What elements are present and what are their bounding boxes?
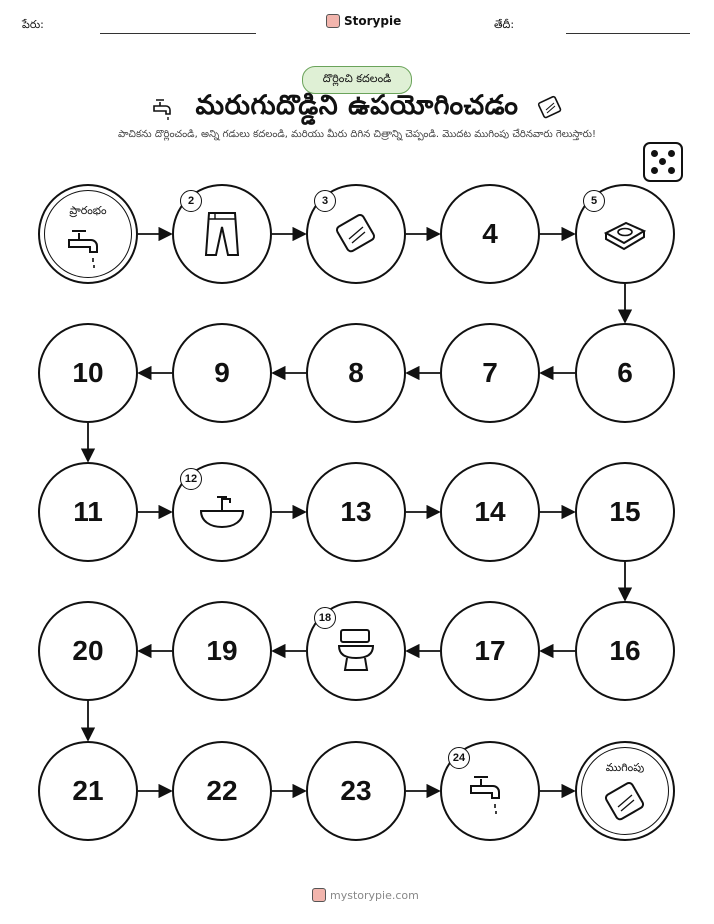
soap-icon [598, 207, 652, 261]
cell-number-badge: 12 [180, 468, 202, 490]
cell-number: 16 [609, 635, 641, 666]
cell-number-badge: 18 [314, 607, 336, 629]
cell-number: 23 [340, 775, 372, 806]
board-cell[interactable] [172, 601, 272, 701]
date-label: తేదీ: [494, 18, 515, 31]
cell-number-badge: 24 [448, 747, 470, 769]
cell-number: 13 [340, 496, 372, 527]
towel-icon [329, 207, 383, 261]
pants-icon [195, 207, 249, 261]
finish-cell[interactable] [575, 741, 675, 841]
board-cell[interactable] [575, 323, 675, 423]
toilet-icon [329, 624, 383, 678]
board-cell[interactable] [440, 184, 540, 284]
start-cell[interactable] [38, 184, 138, 284]
cell-number: 8 [348, 357, 364, 388]
board-cell[interactable] [38, 601, 138, 701]
page-title: మరుగుదొడ్డిని ఉపయోగించడం [195, 90, 519, 121]
board-cell[interactable] [38, 462, 138, 562]
board-cell[interactable] [38, 323, 138, 423]
footer [312, 888, 419, 902]
board-cell[interactable] [575, 462, 675, 562]
cell-number: 10 [72, 357, 104, 388]
faucet-icon [61, 218, 115, 272]
board-cell[interactable] [306, 741, 406, 841]
cell-number-badge: 3 [314, 190, 336, 212]
cell-label: ప్రారంభం [69, 204, 107, 217]
cell-number: 17 [474, 635, 506, 666]
footer-mascot-icon [312, 888, 326, 902]
board-cell[interactable] [575, 601, 675, 701]
board-cell[interactable] [306, 462, 406, 562]
board-cell[interactable] [306, 323, 406, 423]
cell-number: 4 [482, 218, 498, 249]
towel-icon [598, 775, 652, 829]
cell-number: 6 [617, 357, 633, 388]
board-cell[interactable] [172, 323, 272, 423]
cell-number: 14 [474, 496, 506, 527]
brand-name: Storypie [344, 14, 402, 28]
board-cell[interactable] [440, 601, 540, 701]
cell-number: 7 [482, 357, 498, 388]
cell-number: 9 [214, 357, 230, 388]
board-cell[interactable] [440, 462, 540, 562]
cell-number: 20 [72, 635, 104, 666]
board-cell[interactable] [440, 323, 540, 423]
cell-number: 22 [206, 775, 238, 806]
sink-icon [195, 485, 249, 539]
board-cell[interactable] [38, 741, 138, 841]
name-label: పేరు: [22, 18, 44, 31]
cell-label: ముగింపు [605, 761, 645, 774]
footer-url[interactable]: mystorypie.com [330, 888, 419, 902]
cell-number: 11 [73, 496, 103, 527]
board-cell[interactable] [172, 741, 272, 841]
cell-number-badge: 2 [180, 190, 202, 212]
roll-badge: దొర్లించి కదలండి [302, 66, 412, 94]
cell-number-badge: 5 [583, 190, 605, 212]
cell-number: 21 [72, 775, 104, 806]
instructions: పాచికను దొర్లించండి, అన్ని గడులు కదలండి, మరియు మీరు దిగిన చిత్రాన్ని చెప్పండి. మొదట ముగింపు చేరినవారు గెలుస్తారు! [117, 129, 597, 140]
faucet-icon [463, 764, 517, 818]
cell-number: 19 [206, 635, 238, 666]
cell-number: 15 [609, 496, 641, 527]
